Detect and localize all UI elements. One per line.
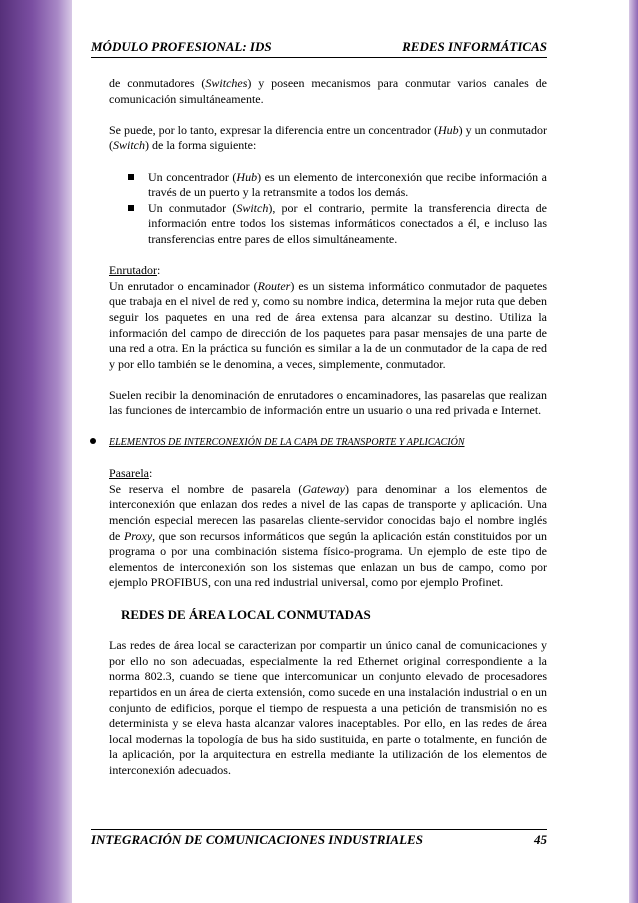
- page-number: 45: [534, 832, 547, 847]
- section-heading: ELEMENTOS DE INTERCONEXIÓN DE LA CAPA DE TRANSPORTE Y APLICACIÓN: [109, 435, 547, 451]
- header-subject: REDES INFORMÁTICAS: [402, 39, 547, 54]
- subtitle-pasarela: Pasarela: [109, 466, 149, 481]
- list-item-switch: Un conmutador (Switch), por el contrario, permite la transferencia directa de información entre todos los sistemas informáticos conectados a él, e incluso las transferencias entre pares de ellos simultáneamente.: [109, 201, 547, 248]
- paragraph-pasarelas: Suelen recibir la denominación de enrutadores o encaminadores, las pasarelas que realizan las funciones de intercambio de información entre un usuario o una red privada e Internet.: [109, 387, 547, 418]
- heading-redes-conmutadas: REDES DE ÁREA LOCAL CONMUTADAS: [121, 606, 371, 622]
- paragraph-pasarela: Pasarela: Se reserva el nombre de pasarela (Gateway) para denominar a los elementos de interconexión que enlazan dos redes a nivel de las capas de transporte y aplicación. Una mención especial merecen las pasarelas cliente-servidor conocidas bajo el nombre inglés de Proxy, que son recursos informáticos que según la aplicación están constituidos por un programa o por una combinación sistema físico-programa. Un ejemplo de este tipo de elementos de interconexión son los sistemas que enlazan un bus de campo, como por ejemplo PROFIBUS, con una red industrial universal, como por ejemplo Profinet.: [109, 466, 547, 590]
- subtitle-enrutador: Enrutador: [109, 263, 157, 278]
- square-bullet-icon: [128, 205, 134, 211]
- list-item-hub: Un concentrador (Hub) es un elemento de interconexión que recibe información a través de un puerto y la retransmite a todos los demás.: [109, 170, 547, 201]
- square-bullet-icon: [128, 174, 134, 180]
- page-body: [109, 76, 547, 794]
- left-decorative-band: [0, 0, 72, 903]
- right-decorative-band: [629, 0, 638, 903]
- paragraph-conmutadores: de conmutadores (Switches) y poseen mecanismos para conmutar varios canales de comunicación simultáneamente.: [109, 76, 547, 106]
- page-header: [91, 37, 547, 58]
- round-bullet-icon: [90, 438, 96, 444]
- header-module: MÓDULO PROFESIONAL: IDS: [91, 39, 272, 54]
- bullet-list: [109, 170, 547, 248]
- paragraph-enrutador: Enrutador: Un enrutador o encaminador (Router) es un sistema informático conmutador de paquetes que trabaja en el nivel de red y, como su nombre indica, determina la mejor ruta que deben seguir los paquetes en una red de área extensa para alcanzar su destino. Utiliza la información del campo de dirección de los paquetes para pasar mensajes de una parte de una red a otra. En la práctica su función es similar a la de un conmutador de la capa de red y por ello también se le denomina, a veces, simplemente, conmutador.: [109, 263, 547, 371]
- page-footer: [91, 829, 547, 852]
- paragraph-redes-area-local: Las redes de área local se caracterizan por compartir un único canal de comunicaciones y por ello no son adecuadas, especialmente la red Ethernet original correspondiente a la norma 802.3, cuando se tiene que intercomunicar un conjunto elevado de procesadores repartidos en un área de cierta extensión, como sucede en una instalación industrial o en un conjunto de edificios, porque el tiempo de respuesta a una petición de transmisión no es determinista y se eleva hasta alcanzar valores inaceptables. Por ello, en las redes de área local modernas la topología de bus ha sido sustituida, en parte o totalmente, en función de la aplicación, por la arquitectura en estrella mediante la utilización de los elementos de interconexión adecuados.: [109, 638, 547, 777]
- paragraph-diferencia: Se puede, por lo tanto, expresar la diferencia entre un concentrador (Hub) y un conmutador (Switch) de la forma siguiente:: [109, 122, 548, 153]
- footer-course: INTEGRACIÓN DE COMUNICACIONES INDUSTRIALES: [91, 832, 423, 847]
